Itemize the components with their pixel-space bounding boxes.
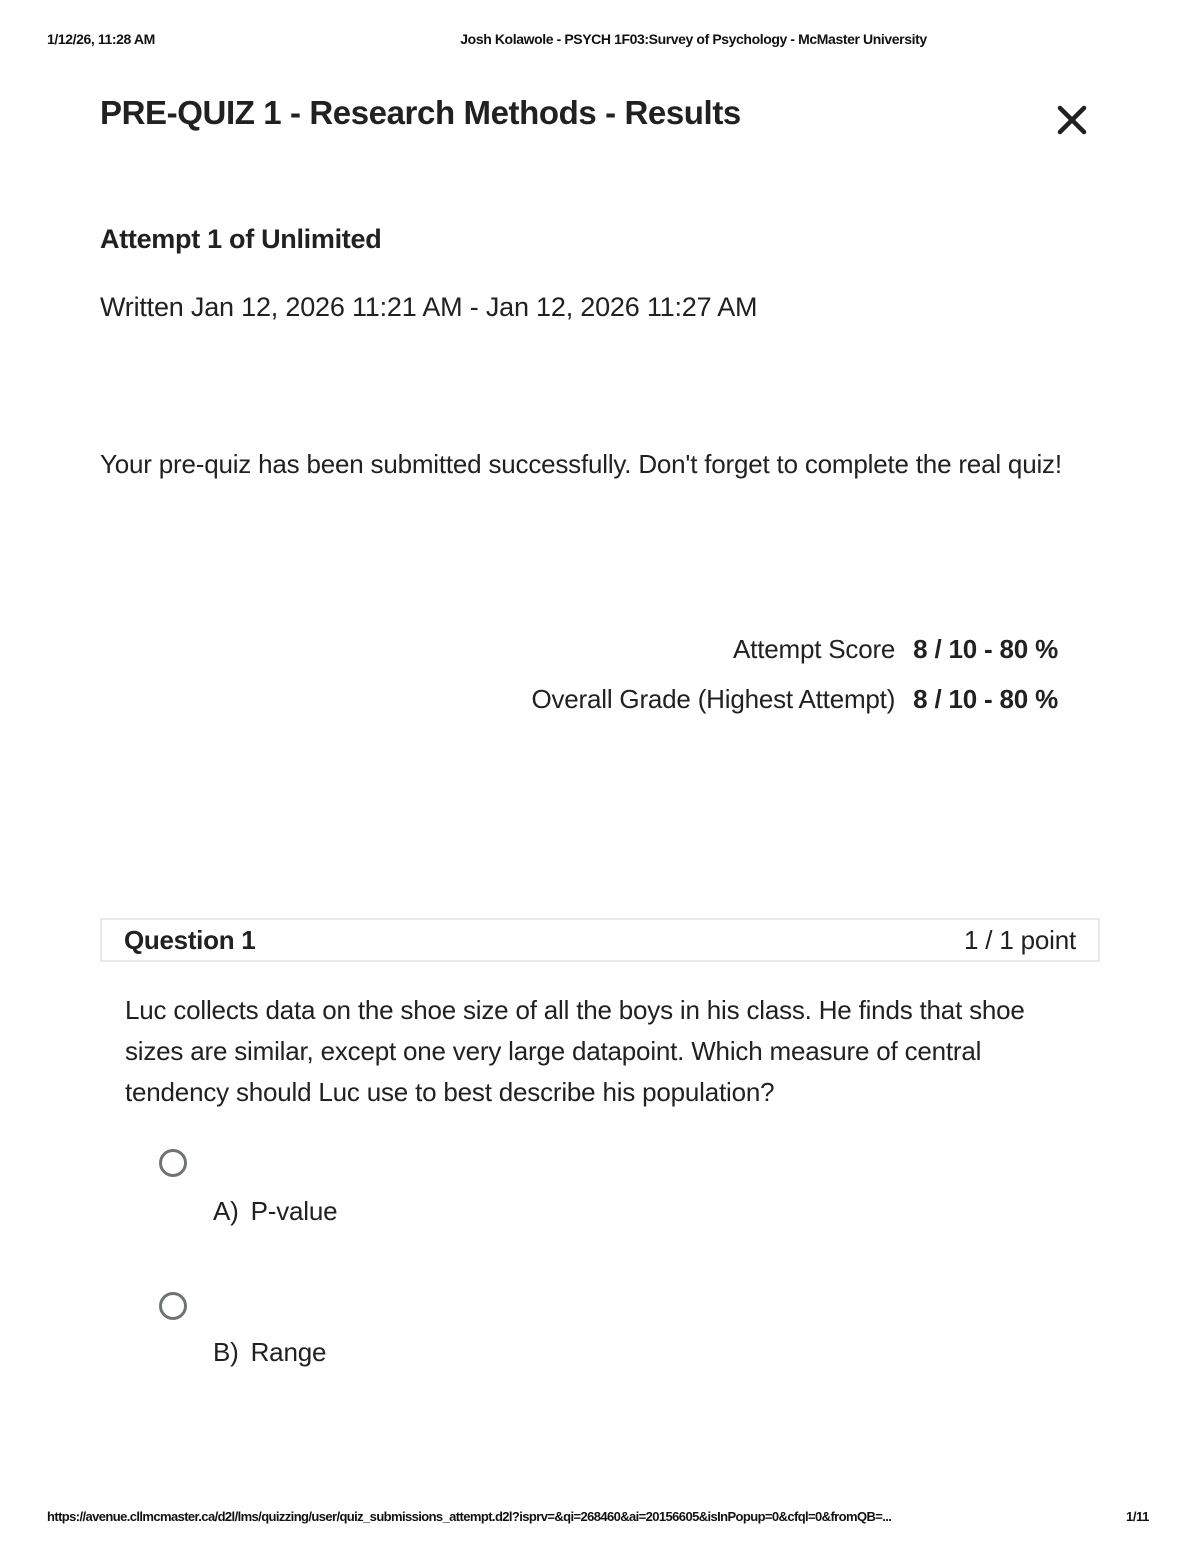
overall-grade-label: Overall Grade (Highest Attempt)	[531, 683, 896, 714]
close-button[interactable]	[1050, 98, 1094, 142]
option-a-label	[213, 1196, 337, 1227]
print-page-number: 1/11	[1126, 1509, 1149, 1524]
print-url: https://avenue.cllmcmaster.ca/d2l/lms/quizzing/user/quiz_submissions_attempt.d2l?isprv=&qi=268460&ai=20156605&isInPopup=0&cfql=0&fromQB=...	[47, 1509, 892, 1524]
overall-grade-row	[531, 674, 1058, 724]
question-points: 1 / 1 point	[964, 924, 1076, 955]
option-b-radio[interactable]	[159, 1292, 187, 1320]
attempt-score-value: 8 / 10 - 80 %	[913, 633, 1058, 664]
score-summary	[531, 624, 1058, 724]
attempt-score-row	[531, 624, 1058, 674]
question-header	[100, 918, 1100, 962]
option-a-letter: A)	[213, 1196, 239, 1226]
print-page-title: Josh Kolawole - PSYCH 1F03:Survey of Psychology - McMaster University	[460, 31, 927, 47]
submission-message: Your pre-quiz has been submitted successfully. Don't forget to complete the real quiz!	[100, 449, 1062, 479]
question-title: Question 1	[124, 924, 256, 955]
written-timestamp: Written Jan 12, 2026 11:21 AM - Jan 12, 2026 11:27 AM	[100, 292, 758, 322]
page-title: PRE-QUIZ 1 - Research Methods - Results	[100, 94, 741, 131]
option-a-text: P-value	[250, 1196, 338, 1226]
overall-grade-value: 8 / 10 - 80 %	[913, 683, 1058, 714]
attempt-score-label: Attempt Score	[733, 633, 896, 664]
close-x-icon	[1057, 105, 1087, 135]
option-a-radio[interactable]	[159, 1149, 187, 1177]
option-b-letter: B)	[213, 1337, 239, 1367]
print-datetime: 1/12/26, 11:28 AM	[47, 31, 155, 47]
question-text: Luc collects data on the shoe size of all the boys in his class. He finds that shoe sizes are similar, except one very large datapoint. Which measure of central tendency should Luc use to best describe his population?	[125, 995, 1025, 1107]
option-b-label	[213, 1337, 326, 1368]
option-b-text: Range	[250, 1337, 327, 1367]
attempt-label: Attempt 1 of Unlimited	[100, 224, 382, 254]
